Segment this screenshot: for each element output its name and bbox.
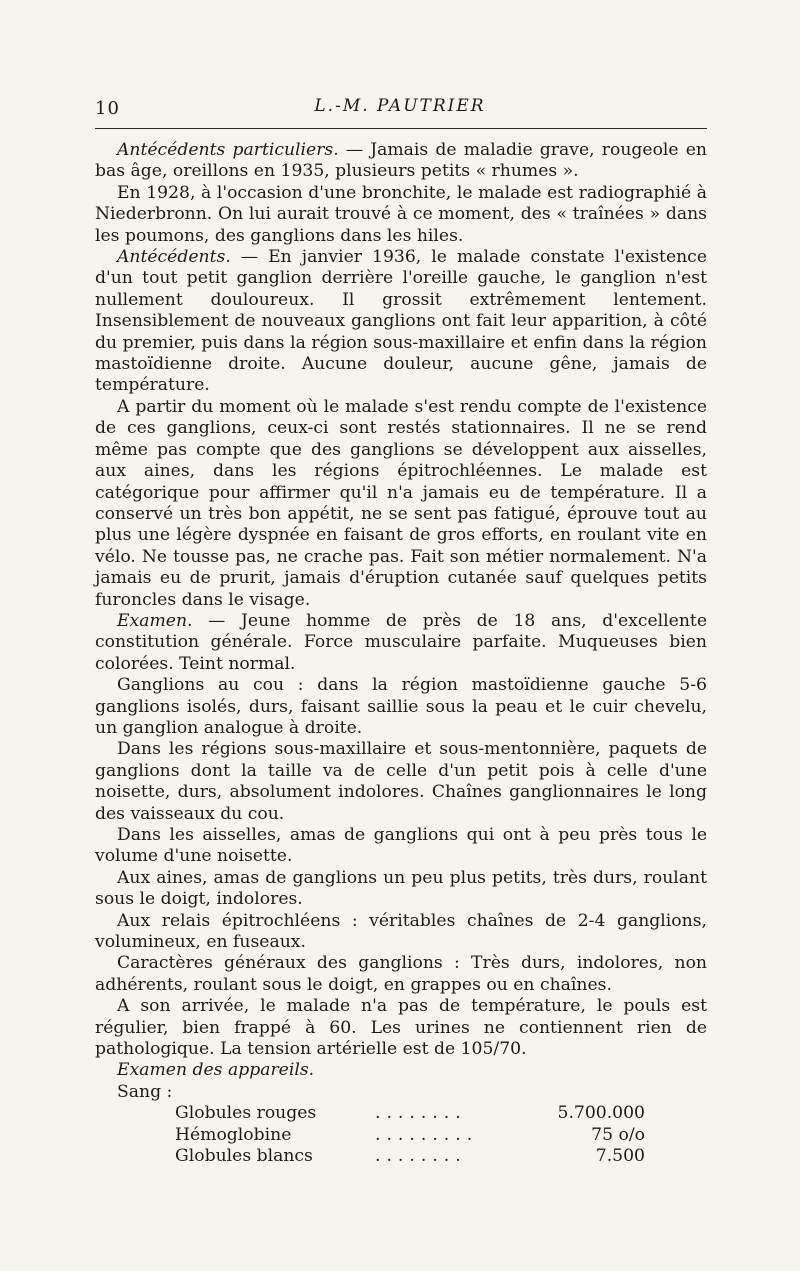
page-number: 10	[95, 98, 120, 119]
blood-item-name: Globules rouges	[175, 1103, 317, 1124]
paragraph	[95, 140, 707, 183]
paragraph-text: Dans les régions sous-maxillaire et sous-mentonnière, paquets de ganglions dont la taille va de celle d'un petit pois à celle d'une noisette, durs, absolument indolores. Chaînes ganglionnaires le long des vaisseaux du cou.	[95, 739, 707, 824]
paragraph	[95, 868, 707, 911]
paragraph-text: A son arrivée, le malade n'a pas de température, le pouls est régulier, bien frappé à 60. Les urines ne contiennent rien de pathologique. La tension artérielle est de 105/70.	[95, 996, 707, 1060]
paragraph-text: Ganglions au cou : dans la région mastoïdienne gauche 5-6 ganglions isolés, durs, faisant saillie sous la peau et le cuir chevelu, un ganglion analogue à droite.	[95, 675, 707, 738]
leader-dots: .........	[375, 1124, 479, 1145]
paragraph-text: Caractères généraux des ganglions : Très durs, indolores, non adhérents, roulant sous le doigt, en grappes ou en chaînes.	[95, 953, 707, 995]
blood-table	[175, 1103, 645, 1167]
paragraph	[95, 247, 707, 397]
leader-dots: ........	[375, 1146, 467, 1167]
paragraph	[95, 675, 707, 739]
blood-item-value: 7.500	[595, 1146, 645, 1167]
paragraph	[95, 825, 707, 868]
paragraph-text: — En janvier 1936, le malade constate l'existence d'un tout petit ganglion derrière l'oreille gauche, le ganglion n'est nullement douloureux. Il grossit extrêmement lentement. Insensiblement de nouveaux ganglions ont fait leur apparition, à côté du premier, puis dans la région sous-maxillaire et enfin dans la région mastoïdienne droite. Aucune douleur, aucune gêne, jamais de température.	[95, 247, 707, 396]
blood-item-value: 75 o/o	[591, 1124, 645, 1145]
header-rule	[95, 128, 707, 129]
paragraph	[95, 611, 707, 675]
body-text	[95, 140, 707, 1168]
paragraph-lead: Examen.	[117, 610, 193, 631]
table-row	[175, 1103, 645, 1124]
paragraph	[95, 397, 707, 611]
blood-item-name: Globules blancs	[175, 1146, 313, 1167]
paragraph	[95, 953, 707, 996]
blood-item-name: Hémoglobine	[175, 1124, 292, 1145]
paragraph-text: En 1928, à l'occasion d'une bronchite, le malade est radiographié à Niederbronn. On lui aurait trouvé à ce moment, des « traînées » dans les poumons, des ganglions dans les hiles.	[95, 182, 707, 246]
paragraph-text: Aux relais épitrochléens : véritables chaînes de 2-4 ganglions, volumineux, en fuseaux.	[95, 910, 707, 953]
paragraph	[95, 739, 707, 825]
leader-dots: ........	[375, 1103, 467, 1124]
paragraph-lead: Antécédents particuliers.	[117, 140, 339, 160]
section-heading-text: Examen des appareils.	[117, 1060, 315, 1081]
paragraph	[95, 911, 707, 954]
paragraph-text: Aux aines, amas de ganglions un peu plus petits, très durs, roulant sous le doigt, indolores.	[95, 867, 707, 910]
paragraph	[95, 183, 707, 247]
table-row	[175, 1125, 645, 1146]
paragraph-text: — Jeune homme de près de 18 ans, d'excellente constitution générale. Force musculaire parfaite. Muqueuses bien colorées. Teint normal.	[95, 610, 707, 674]
table-row	[175, 1146, 645, 1167]
running-title: L.-M. PAUTRIER	[314, 96, 486, 116]
blood-item-value: 5.700.000	[557, 1103, 645, 1124]
paragraph-text: A partir du moment où le malade s'est rendu compte de l'existence de ces ganglions, ceux-ci sont restés stationnaires. Il ne se rend même pas compte que des ganglions se développent aux aisselles, aux aines, dans les régions épitrochléennes. Le malade est catégorique pour affirmer qu'il n'a jamais eu de température. Il a conservé un très bon appétit, ne se sent pas fatigué, éprouve tout au plus une légère dyspnée en faisant de gros efforts, en roulant vite en vélo. Ne tousse pas, ne crache pas. Fait son métier normalement. N'a jamais eu de prurit, jamais d'éruption cutanée sauf quelques petits furoncles dans le visage.	[95, 396, 707, 610]
paragraph	[95, 996, 707, 1060]
paragraph-text: — Jamais de maladie grave, rougeole en bas âge, oreillons en 1935, plusieurs petits « rhumes ».	[95, 140, 707, 182]
blood-label: Sang :	[117, 1081, 173, 1102]
section-heading	[95, 1060, 707, 1081]
paragraph-lead: Antécédents.	[117, 247, 231, 268]
paragraph-text: Dans les aisselles, amas de ganglions qui ont à peu près tous le volume d'une noisette.	[95, 825, 707, 867]
